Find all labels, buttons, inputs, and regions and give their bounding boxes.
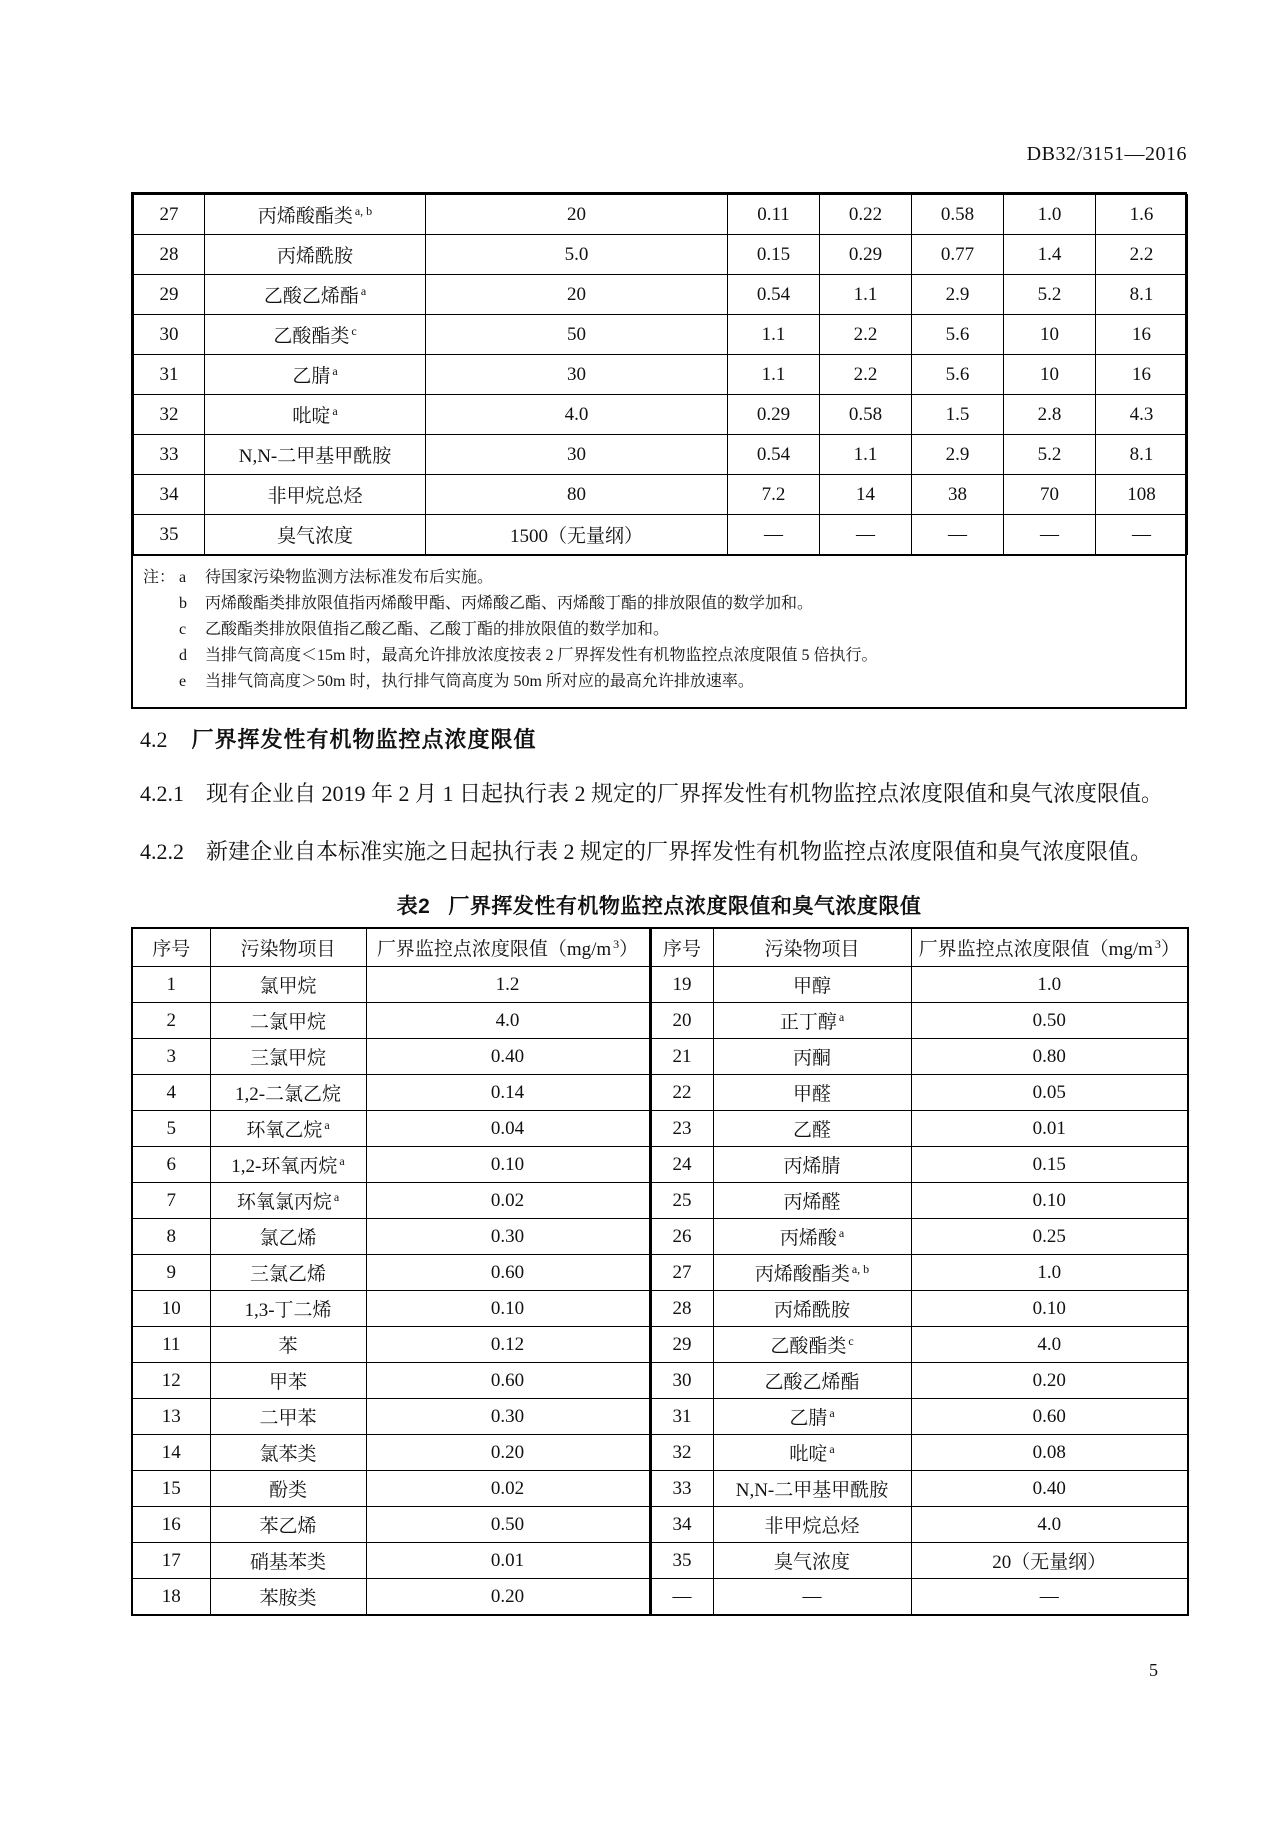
cell-pollutant: 臭气浓度 xyxy=(713,1543,911,1579)
cell-rate-value: — xyxy=(728,515,820,555)
cell-seq: 35 xyxy=(650,1543,713,1579)
cell-seq: 27 xyxy=(650,1255,713,1291)
cell-rate-value: 0.54 xyxy=(728,435,820,475)
cell-seq: 33 xyxy=(134,435,205,475)
note-line xyxy=(143,565,1171,591)
cell-pollutant: 甲醛 xyxy=(713,1075,911,1111)
table-row xyxy=(132,1075,1188,1111)
cell-seq: 31 xyxy=(134,355,205,395)
table2-boundary-limits xyxy=(131,927,1189,1616)
cell-rate-value: — xyxy=(1004,515,1096,555)
cell-seq: 10 xyxy=(132,1291,210,1327)
cell-seq: 24 xyxy=(650,1147,713,1183)
cell-limit-value: 4.0 xyxy=(366,1003,650,1039)
cell-seq: 23 xyxy=(650,1111,713,1147)
cell-pollutant: 苯胺类 xyxy=(210,1579,366,1616)
cell-seq: 9 xyxy=(132,1255,210,1291)
cell-rate-value: 10 xyxy=(1004,315,1096,355)
paragraph-text: 现有企业自 2019 年 2 月 1 日起执行表 2 规定的厂界挥发性有机物监控点浓度限值和臭气浓度限值。 xyxy=(206,781,1164,806)
cell-seq: 34 xyxy=(134,475,205,515)
table-row xyxy=(132,1291,1188,1327)
cell-rate-value: 10 xyxy=(1004,355,1096,395)
cell-emission-limit: 30 xyxy=(426,435,728,475)
cell-limit-value: 0.01 xyxy=(366,1543,650,1579)
note-line xyxy=(143,617,1171,643)
cell-pollutant: 酚类 xyxy=(210,1471,366,1507)
cell-pollutant: 甲醇 xyxy=(713,967,911,1003)
paragraph-number: 4.2.2 xyxy=(140,839,184,864)
cell-rate-value: 4.3 xyxy=(1096,395,1188,435)
cell-emission-limit: 80 xyxy=(426,475,728,515)
table-row xyxy=(132,1111,1188,1147)
table-row xyxy=(132,1363,1188,1399)
table2-header-row xyxy=(132,928,1188,967)
cell-seq: 27 xyxy=(134,195,205,235)
cell-rate-value: 5.6 xyxy=(912,315,1004,355)
cell-limit-value: 0.02 xyxy=(366,1183,650,1219)
cell-pollutant: 乙腈 $^a$ xyxy=(205,355,426,395)
cell-limit-value: 1.2 xyxy=(366,967,650,1003)
table-row xyxy=(134,475,1188,515)
cell-seq: 13 xyxy=(132,1399,210,1435)
cell-rate-value: 14 xyxy=(820,475,912,515)
table-row xyxy=(132,1435,1188,1471)
header-seq: 序号 xyxy=(132,928,210,967)
cell-limit-value: 1.0 xyxy=(911,967,1188,1003)
note-prefix xyxy=(143,643,179,669)
cell-limit-value: 0.04 xyxy=(366,1111,650,1147)
cell-pollutant: 乙酸乙烯酯 $^a$ xyxy=(205,275,426,315)
cell-limit-value: 20（无量纲） xyxy=(911,1543,1188,1579)
cell-pollutant: 丙烯酸酯类 $^{a, b}$ xyxy=(713,1255,911,1291)
cell-seq: 8 xyxy=(132,1219,210,1255)
table-row xyxy=(132,1471,1188,1507)
cell-pollutant: 二甲苯 xyxy=(210,1399,366,1435)
table-row xyxy=(134,235,1188,275)
table1-body xyxy=(134,195,1188,555)
page-number: 5 xyxy=(1149,1660,1158,1680)
cell-seq: 12 xyxy=(132,1363,210,1399)
table-row xyxy=(134,515,1188,555)
cell-limit-value: 0.10 xyxy=(911,1291,1188,1327)
cell-pollutant: 丙烯酰胺 xyxy=(205,235,426,275)
clause-4-2-2 xyxy=(140,835,1182,869)
cell-limit-value: 0.01 xyxy=(911,1111,1188,1147)
cell-limit-value: 0.40 xyxy=(366,1039,650,1075)
cell-pollutant: 甲苯 xyxy=(210,1363,366,1399)
table2-title xyxy=(131,894,1187,920)
cell-pollutant: 苯 xyxy=(210,1327,366,1363)
cell-seq: 7 xyxy=(132,1183,210,1219)
cell-pollutant: 二氯甲烷 xyxy=(210,1003,366,1039)
note-line xyxy=(143,669,1171,695)
cell-pollutant: 丙烯酸 $^a$ xyxy=(713,1219,911,1255)
cell-limit-value: 0.60 xyxy=(366,1255,650,1291)
cell-rate-value: 2.2 xyxy=(820,355,912,395)
table-row xyxy=(134,195,1188,235)
cell-pollutant: 苯乙烯 xyxy=(210,1507,366,1543)
cell-seq: 29 xyxy=(134,275,205,315)
cell-rate-value: 1.4 xyxy=(1004,235,1096,275)
cell-rate-value: 1.5 xyxy=(912,395,1004,435)
cell-limit-value: 0.80 xyxy=(911,1039,1188,1075)
cell-pollutant: N,N-二甲基甲酰胺 xyxy=(205,435,426,475)
cell-rate-value: 1.1 xyxy=(820,435,912,475)
cell-pollutant: 乙酸酯类 $^c$ xyxy=(713,1327,911,1363)
cell-limit-value: 0.50 xyxy=(366,1507,650,1543)
cell-limit-value: 0.10 xyxy=(366,1147,650,1183)
cell-limit-value: 0.02 xyxy=(366,1471,650,1507)
cell-limit-value: 1.0 xyxy=(911,1255,1188,1291)
cell-rate-value: 2.2 xyxy=(820,315,912,355)
cell-seq: 6 xyxy=(132,1147,210,1183)
note-text: 待国家污染物监测方法标准发布后实施。 xyxy=(205,569,494,586)
cell-pollutant: N,N-二甲基甲酰胺 xyxy=(713,1471,911,1507)
cell-limit-value: 0.10 xyxy=(366,1291,650,1327)
cell-rate-value: 16 xyxy=(1096,355,1188,395)
table-row xyxy=(134,275,1188,315)
cell-rate-value: 8.1 xyxy=(1096,275,1188,315)
cell-emission-limit: 20 xyxy=(426,275,728,315)
cell-pollutant: 臭气浓度 xyxy=(205,515,426,555)
cell-seq: 30 xyxy=(650,1363,713,1399)
cell-pollutant: 环氧乙烷 $^a$ xyxy=(210,1111,366,1147)
cell-rate-value: 2.9 xyxy=(912,435,1004,475)
standard-code: DB32/3151—2016 xyxy=(1026,143,1187,165)
note-line xyxy=(143,643,1171,669)
clause-4-2-1 xyxy=(140,777,1182,811)
cell-seq: 5 xyxy=(132,1111,210,1147)
cell-pollutant: 乙酸酯类 $^c$ xyxy=(205,315,426,355)
cell-seq: 11 xyxy=(132,1327,210,1363)
note-prefix xyxy=(143,617,179,643)
cell-rate-value: 1.6 xyxy=(1096,195,1188,235)
cell-rate-value: 0.54 xyxy=(728,275,820,315)
note-prefix xyxy=(143,591,179,617)
table1-emission-limits-continued xyxy=(131,192,1187,709)
header-pollutant: 污染物项目 xyxy=(210,928,366,967)
note-letter: a xyxy=(179,569,187,586)
cell-limit-value: 0.60 xyxy=(911,1399,1188,1435)
cell-pollutant: 正丁醇 $^a$ xyxy=(713,1003,911,1039)
cell-rate-value: 2.2 xyxy=(1096,235,1188,275)
note-prefix xyxy=(143,669,179,695)
cell-limit-value: 0.08 xyxy=(911,1435,1188,1471)
header-seq: 序号 xyxy=(650,928,713,967)
table-row xyxy=(132,1003,1188,1039)
cell-limit-value: 4.0 xyxy=(911,1327,1188,1363)
cell-pollutant: 丙烯酰胺 xyxy=(713,1291,911,1327)
note-text: 乙酸酯类排放限值指乙酸乙酯、乙酸丁酯的排放限值的数学加和。 xyxy=(205,621,670,638)
header-pollutant: 污染物项目 xyxy=(713,928,911,967)
cell-pollutant: 1,3-丁二烯 xyxy=(210,1291,366,1327)
note-letter: c xyxy=(179,621,187,638)
cell-seq: 17 xyxy=(132,1543,210,1579)
cell-rate-value: 70 xyxy=(1004,475,1096,515)
cell-emission-limit: 1500（无量纲） xyxy=(426,515,728,555)
table-row xyxy=(134,435,1188,475)
cell-pollutant: 吡啶 $^a$ xyxy=(713,1435,911,1471)
cell-limit-value: 0.30 xyxy=(366,1399,650,1435)
cell-rate-value: 0.29 xyxy=(728,395,820,435)
cell-limit-value: 0.20 xyxy=(911,1363,1188,1399)
cell-limit-value: 0.10 xyxy=(911,1183,1188,1219)
cell-limit-value: — xyxy=(911,1579,1188,1616)
cell-seq: 35 xyxy=(134,515,205,555)
cell-pollutant: 乙酸乙烯酯 xyxy=(713,1363,911,1399)
cell-rate-value: 0.15 xyxy=(728,235,820,275)
cell-rate-value: — xyxy=(1096,515,1188,555)
cell-emission-limit: 5.0 xyxy=(426,235,728,275)
table-row xyxy=(132,1507,1188,1543)
cell-limit-value: 0.60 xyxy=(366,1363,650,1399)
cell-seq: 20 xyxy=(650,1003,713,1039)
cell-pollutant: 氯苯类 xyxy=(210,1435,366,1471)
cell-seq: 14 xyxy=(132,1435,210,1471)
cell-limit-value: 0.15 xyxy=(911,1147,1188,1183)
cell-rate-value: — xyxy=(820,515,912,555)
table2-body xyxy=(132,967,1188,1616)
cell-pollutant: 乙醛 xyxy=(713,1111,911,1147)
cell-seq: 1 xyxy=(132,967,210,1003)
cell-seq: 21 xyxy=(650,1039,713,1075)
cell-rate-value: 5.2 xyxy=(1004,275,1096,315)
cell-seq: 15 xyxy=(132,1471,210,1507)
cell-limit-value: 0.40 xyxy=(911,1471,1188,1507)
cell-seq: 33 xyxy=(650,1471,713,1507)
cell-pollutant: — xyxy=(713,1579,911,1616)
table1-notes xyxy=(133,555,1185,707)
cell-limit-value: 0.20 xyxy=(366,1435,650,1471)
table-row xyxy=(132,1039,1188,1075)
note-letter: b xyxy=(179,595,187,612)
cell-seq: 19 xyxy=(650,967,713,1003)
cell-pollutant: 硝基苯类 xyxy=(210,1543,366,1579)
table-row xyxy=(132,1219,1188,1255)
note-line xyxy=(143,591,1171,617)
table-row xyxy=(132,1399,1188,1435)
cell-seq: 34 xyxy=(650,1507,713,1543)
cell-limit-value: 0.14 xyxy=(366,1075,650,1111)
note-letter: d xyxy=(179,647,187,664)
cell-rate-value: 0.77 xyxy=(912,235,1004,275)
cell-emission-limit: 20 xyxy=(426,195,728,235)
cell-pollutant: 丙酮 xyxy=(713,1039,911,1075)
cell-pollutant: 吡啶 $^a$ xyxy=(205,395,426,435)
table-row xyxy=(132,1543,1188,1579)
cell-pollutant: 1,2-二氯乙烷 xyxy=(210,1075,366,1111)
cell-seq: 30 xyxy=(134,315,205,355)
cell-seq: 16 xyxy=(132,1507,210,1543)
cell-limit-value: 0.12 xyxy=(366,1327,650,1363)
cell-pollutant: 三氯甲烷 xyxy=(210,1039,366,1075)
cell-rate-value: 8.1 xyxy=(1096,435,1188,475)
cell-rate-value: 1.1 xyxy=(728,355,820,395)
cell-seq: 26 xyxy=(650,1219,713,1255)
cell-pollutant: 氯乙烯 xyxy=(210,1219,366,1255)
cell-seq: 32 xyxy=(650,1435,713,1471)
table-row xyxy=(134,315,1188,355)
cell-limit-value: 4.0 xyxy=(911,1507,1188,1543)
cell-pollutant: 非甲烷总烃 xyxy=(205,475,426,515)
cell-rate-value: 7.2 xyxy=(728,475,820,515)
note-text: 当排气筒高度＞50m 时，执行排气筒高度为 50m 所对应的最高允许排放速率。 xyxy=(205,673,754,690)
header-limit: 厂界监控点浓度限值（mg/m $^3$） xyxy=(366,928,650,967)
header-limit: 厂界监控点浓度限值（mg/m $^3$） xyxy=(911,928,1188,967)
cell-seq: 4 xyxy=(132,1075,210,1111)
clause-number: 4.2 xyxy=(140,727,168,752)
table-row xyxy=(132,1255,1188,1291)
cell-rate-value: 5.6 xyxy=(912,355,1004,395)
cell-rate-value: 0.22 xyxy=(820,195,912,235)
cell-rate-value: 1.0 xyxy=(1004,195,1096,235)
cell-seq: 3 xyxy=(132,1039,210,1075)
cell-seq: 2 xyxy=(132,1003,210,1039)
cell-pollutant: 氯甲烷 xyxy=(210,967,366,1003)
cell-pollutant: 1,2-环氧丙烷 $^a$ xyxy=(210,1147,366,1183)
table2-caption: 厂界挥发性有机物监控点浓度限值和臭气浓度限值 xyxy=(448,895,922,918)
cell-rate-value: 1.1 xyxy=(820,275,912,315)
cell-rate-value: 2.8 xyxy=(1004,395,1096,435)
note-text: 当排气筒高度＜15m 时，最高允许排放浓度按表 2 厂界挥发性有机物监控点浓度限值 5 倍执行。 xyxy=(205,647,878,664)
cell-seq: 28 xyxy=(650,1291,713,1327)
cell-emission-limit: 4.0 xyxy=(426,395,728,435)
paragraph-number: 4.2.1 xyxy=(140,781,184,806)
cell-seq: 28 xyxy=(134,235,205,275)
table-row xyxy=(132,1183,1188,1219)
cell-pollutant: 环氧氯丙烷 $^a$ xyxy=(210,1183,366,1219)
cell-limit-value: 0.30 xyxy=(366,1219,650,1255)
note-letter: e xyxy=(179,673,187,690)
cell-rate-value: 0.29 xyxy=(820,235,912,275)
cell-rate-value: 1.1 xyxy=(728,315,820,355)
cell-pollutant: 丙烯醛 xyxy=(713,1183,911,1219)
cell-pollutant: 三氯乙烯 xyxy=(210,1255,366,1291)
cell-limit-value: 0.25 xyxy=(911,1219,1188,1255)
cell-pollutant: 非甲烷总烃 xyxy=(713,1507,911,1543)
cell-rate-value: 16 xyxy=(1096,315,1188,355)
clause-title: 厂界挥发性有机物监控点浓度限值 xyxy=(191,727,537,752)
cell-seq: 18 xyxy=(132,1579,210,1616)
cell-pollutant: 丙烯腈 xyxy=(713,1147,911,1183)
cell-limit-value: 0.05 xyxy=(911,1075,1188,1111)
cell-rate-value: 5.2 xyxy=(1004,435,1096,475)
cell-rate-value: 38 xyxy=(912,475,1004,515)
cell-pollutant: 乙腈 $^a$ xyxy=(713,1399,911,1435)
note-prefix: 注： xyxy=(143,569,176,586)
cell-rate-value: 108 xyxy=(1096,475,1188,515)
cell-rate-value: 0.58 xyxy=(912,195,1004,235)
cell-rate-value: 2.9 xyxy=(912,275,1004,315)
table-row xyxy=(132,1579,1188,1616)
cell-seq: 32 xyxy=(134,395,205,435)
cell-rate-value: 0.58 xyxy=(820,395,912,435)
table-row xyxy=(132,1327,1188,1363)
cell-rate-value: 0.11 xyxy=(728,195,820,235)
table-row xyxy=(132,1147,1188,1183)
note-text: 丙烯酸酯类排放限值指丙烯酸甲酯、丙烯酸乙酯、丙烯酸丁酯的排放限值的数学加和。 xyxy=(205,595,814,612)
cell-emission-limit: 30 xyxy=(426,355,728,395)
clause-heading-4-2 xyxy=(140,727,1188,753)
table-row xyxy=(132,967,1188,1003)
table-row xyxy=(134,355,1188,395)
cell-seq: 29 xyxy=(650,1327,713,1363)
cell-rate-value: — xyxy=(912,515,1004,555)
table2-number: 表2 xyxy=(396,895,431,918)
paragraph-text: 新建企业自本标准实施之日起执行表 2 规定的厂界挥发性有机物监控点浓度限值和臭气浓度限值。 xyxy=(206,839,1153,864)
cell-limit-value: 0.50 xyxy=(911,1003,1188,1039)
table-row xyxy=(134,395,1188,435)
cell-seq: 25 xyxy=(650,1183,713,1219)
cell-pollutant: 丙烯酸酯类 $^{a, b}$ xyxy=(205,195,426,235)
cell-seq: 31 xyxy=(650,1399,713,1435)
cell-seq: — xyxy=(650,1579,713,1616)
cell-limit-value: 0.20 xyxy=(366,1579,650,1616)
cell-emission-limit: 50 xyxy=(426,315,728,355)
cell-seq: 22 xyxy=(650,1075,713,1111)
